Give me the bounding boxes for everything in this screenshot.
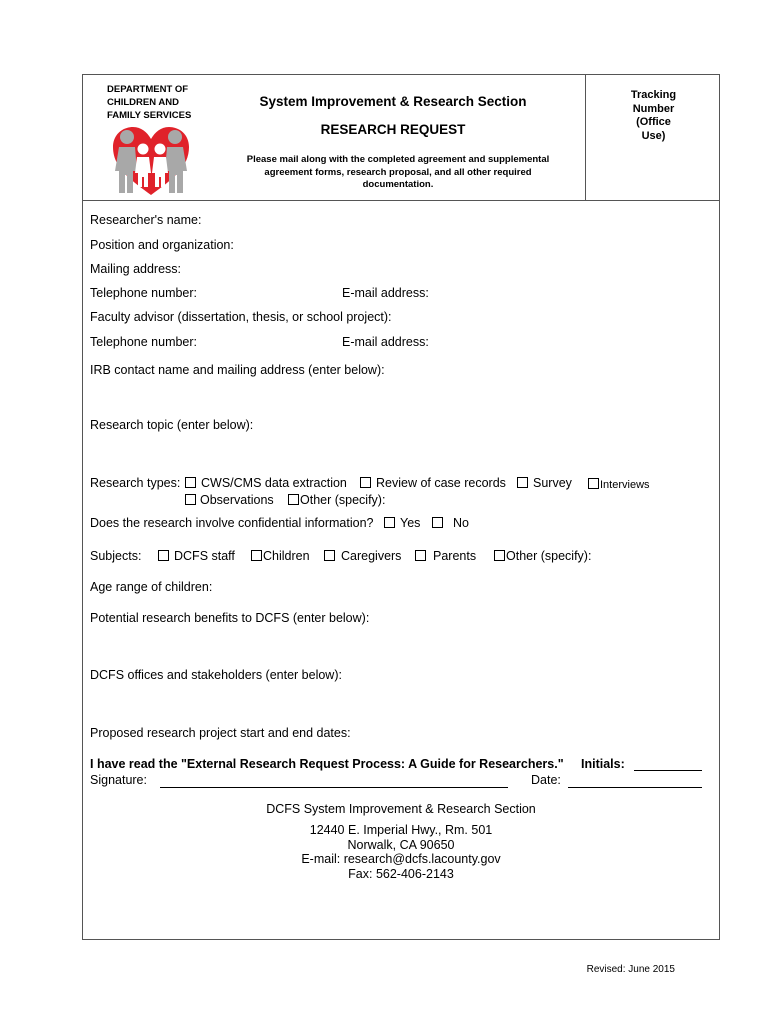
signature-label: Signature:	[90, 773, 147, 787]
research-types-label: Research types:	[90, 476, 181, 490]
offices-stakeholders-label[interactable]: DCFS offices and stakeholders (enter below):	[90, 668, 342, 682]
footer-fax: Fax: 562-406-2143	[348, 867, 454, 881]
footer-email: E-mail: research@dcfs.lacounty.gov	[301, 852, 501, 866]
section-title: System Improvement & Research Section	[259, 94, 527, 109]
checkbox[interactable]	[288, 494, 299, 505]
checkbox-label: Parents	[433, 549, 477, 563]
checkbox-label: Interviews	[600, 479, 650, 491]
date-line[interactable]	[568, 787, 702, 788]
tracking-number-box	[586, 89, 721, 143]
checkbox[interactable]	[324, 550, 335, 561]
checkbox[interactable]	[588, 478, 599, 489]
confidential-yes[interactable]	[384, 516, 420, 530]
checkbox[interactable]	[494, 550, 505, 561]
checkbox-label: No	[453, 516, 469, 530]
checkbox-label: CWS/CMS data extraction	[201, 476, 347, 490]
guide-statement: I have read the "External Research Request Process: A Guide for Researchers."	[90, 757, 564, 771]
checkbox[interactable]	[185, 494, 196, 505]
research-type-observations[interactable]	[185, 493, 274, 507]
initials-label: Initials:	[581, 757, 625, 771]
subject-parents[interactable]	[415, 549, 476, 563]
checkbox-label: Survey	[533, 476, 572, 490]
faculty-advisor-label[interactable]: Faculty advisor (dissertation, thesis, or school project):	[90, 310, 392, 324]
confidential-question: Does the research involve confidential information?	[90, 516, 374, 530]
header-divider	[83, 200, 719, 201]
checkbox[interactable]	[415, 550, 426, 561]
tracking-line: (Office	[636, 116, 671, 128]
subject-children[interactable]	[251, 549, 310, 563]
checkbox-label: Caregivers	[341, 549, 402, 563]
footer-address-1: 12440 E. Imperial Hwy., Rm. 501	[309, 823, 493, 837]
subject-caregivers[interactable]	[324, 549, 401, 563]
research-type-interviews[interactable]	[588, 477, 650, 491]
checkbox-label: Children	[263, 549, 310, 563]
footer-section-name: DCFS System Improvement & Research Section	[266, 802, 536, 816]
checkbox[interactable]	[360, 477, 371, 488]
initials-line[interactable]	[634, 770, 702, 771]
researcher-name-label[interactable]: Researcher's name:	[90, 213, 202, 227]
tracking-line: Use)	[641, 129, 666, 142]
mail-instructions: Please mail along with the completed agreement and supplemental agreement forms, research proposal, and all other required documentation.	[246, 154, 550, 190]
mailing-address-label[interactable]: Mailing address:	[90, 262, 182, 276]
revision-date: Revised: June 2015	[586, 964, 675, 975]
checkbox[interactable]	[432, 517, 443, 528]
checkbox-label: DCFS staff	[174, 549, 235, 563]
email-label[interactable]: E-mail address:	[342, 286, 429, 300]
subject-other[interactable]	[494, 549, 591, 563]
irb-contact-label[interactable]: IRB contact name and mailing address (enter below):	[90, 363, 385, 377]
research-topic-label[interactable]: Research topic (enter below):	[90, 418, 254, 432]
telephone-label[interactable]: Telephone number:	[90, 286, 198, 300]
dcfs-heart-logo	[109, 123, 193, 199]
position-organization-label[interactable]: Position and organization:	[90, 238, 234, 252]
footer-address-2: Norwalk, CA 90650	[347, 838, 455, 852]
department-name	[107, 83, 217, 122]
dept-line: FAMILY SERVICES	[107, 110, 192, 121]
advisor-telephone-label[interactable]: Telephone number:	[90, 335, 198, 349]
research-type-survey[interactable]	[517, 476, 572, 490]
checkbox-label: Yes	[400, 516, 421, 530]
research-type-other[interactable]	[288, 493, 385, 507]
checkbox[interactable]	[158, 550, 169, 561]
signature-line[interactable]	[160, 787, 508, 788]
subjects-label: Subjects:	[90, 549, 142, 563]
checkbox-label: Observations	[200, 493, 274, 507]
confidential-no[interactable]	[432, 516, 469, 530]
age-range-label[interactable]: Age range of children:	[90, 580, 213, 594]
checkbox[interactable]	[185, 477, 196, 488]
dept-line: CHILDREN AND	[107, 97, 179, 108]
benefits-label[interactable]: Potential research benefits to DCFS (enter below):	[90, 611, 370, 625]
tracking-line: Number	[632, 102, 675, 115]
advisor-email-label[interactable]: E-mail address:	[342, 335, 429, 349]
checkbox-label: Other (specify):	[506, 549, 592, 563]
date-label: Date:	[531, 773, 561, 787]
research-type-cws-cms[interactable]	[185, 476, 347, 490]
checkbox-label: Review of case records	[376, 476, 506, 490]
research-type-case-records[interactable]	[360, 476, 506, 490]
checkbox-label: Other (specify):	[300, 493, 386, 507]
dept-line: DEPARTMENT OF	[107, 84, 189, 95]
checkbox[interactable]	[251, 550, 262, 561]
form-title: RESEARCH REQUEST	[320, 122, 466, 137]
project-dates-label[interactable]: Proposed research project start and end dates:	[90, 726, 351, 740]
checkbox[interactable]	[517, 477, 528, 488]
checkbox[interactable]	[384, 517, 395, 528]
tracking-line: Tracking	[630, 89, 677, 101]
subject-dcfs-staff[interactable]	[158, 549, 235, 563]
